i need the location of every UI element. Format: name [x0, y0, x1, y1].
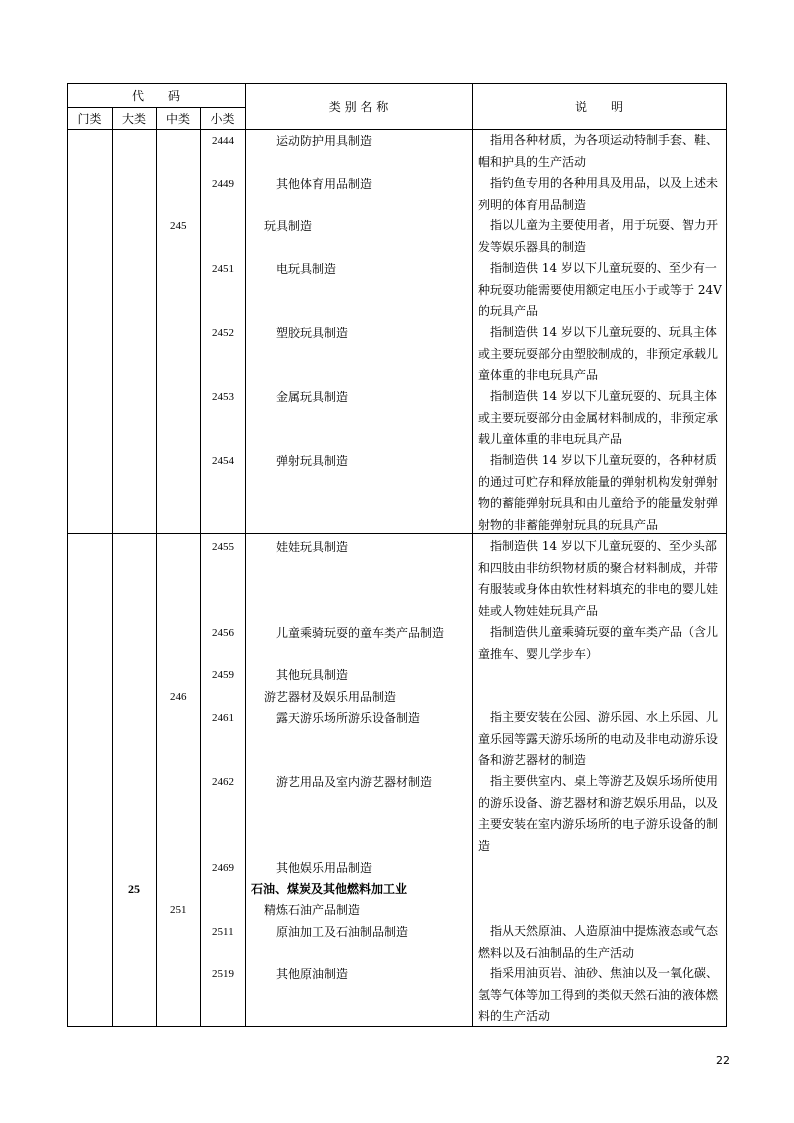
minor-code: 2452: [212, 327, 234, 339]
minor-code: 2469: [212, 862, 234, 874]
middle-code: 245: [170, 220, 187, 232]
category-name: 电玩具制造: [276, 262, 337, 276]
middle-code: 251: [170, 904, 187, 916]
minor-code: 2444: [212, 135, 234, 147]
category-desc: 指制造供 14 岁以下儿童玩耍的，各种材质的通过可贮存和释放能量的弹射机构发射弹射物的蓄能弹射玩具和由儿童给予的能量发射弹射物的非蓄能弹射玩具的玩具产品: [478, 453, 719, 532]
header-middle: 中类: [165, 112, 190, 126]
category-name: 运动防护用具制造: [276, 134, 373, 148]
minor-code: 2456: [212, 627, 234, 639]
header-code-group: 代 码: [131, 89, 180, 103]
category-desc: 指从天然原油、人造原油中提炼液态或气态燃料以及石油制品的生产活动: [478, 924, 719, 960]
category-desc: 指主要安装在公园、游乐园、水上乐园、儿童乐园等露天游乐场所的电动及非电动游乐设备和游艺器材的制造: [478, 710, 719, 767]
header-desc: 说 明: [574, 100, 623, 114]
category-name: 精炼石油产品制造: [264, 903, 361, 917]
category-name: 原油加工及石油制品制造: [276, 925, 409, 939]
category-name: 娃娃玩具制造: [276, 540, 349, 554]
category-name: 其他原油制造: [276, 967, 349, 981]
header-minor: 小类: [210, 112, 235, 126]
category-name: 其他娱乐用品制造: [276, 861, 373, 875]
category-name: 游艺器材及娱乐用品制造: [264, 690, 397, 704]
category-name: 金属玩具制造: [276, 390, 349, 404]
category-name: 塑胶玩具制造: [276, 326, 349, 340]
category-desc: 指制造供 14 岁以下儿童玩耍的、玩具主体或主要玩耍部分由金属材料制成的，非预定承载儿童体重的非电玩具产品: [478, 389, 719, 446]
page-number: 22: [716, 1054, 730, 1067]
category-desc: 指制造供 14 岁以下儿童玩耍的、至少有一种玩耍功能需要使用额定电压小于或等于 24V 的玩具产品: [478, 261, 722, 318]
category-desc: 指采用油页岩、油砂、焦油以及一氧化碳、氢等气体等加工得到的类似天然石油的液体燃料的生产活动: [478, 966, 719, 1023]
category-desc: 指制造供 14 岁以下儿童玩耍的、至少头部和四肢由非纺织物材质的聚合材料制成，并带有服装或身体由软性材料填充的非电的婴儿娃娃或人物娃娃玩具产品: [478, 539, 719, 618]
category-name: 其他玩具制造: [276, 668, 349, 682]
minor-code: 2451: [212, 263, 234, 275]
category-name: 儿童乘骑玩耍的童车类产品制造: [276, 626, 445, 640]
category-name: 游艺用品及室内游艺器材制造: [276, 775, 433, 789]
category-desc: 指以儿童为主要使用者，用于玩耍、智力开发等娱乐器具的制造: [478, 218, 719, 254]
minor-code: 2453: [212, 391, 234, 403]
minor-code: 2519: [212, 968, 234, 980]
category-name: 其他体育用品制造: [276, 177, 373, 191]
category-name: 弹射玩具制造: [276, 454, 349, 468]
category-name: 石油、煤炭及其他燃料加工业: [251, 882, 408, 896]
category-name: 玩具制造: [264, 219, 313, 233]
minor-code: 2462: [212, 776, 234, 788]
major-code: 25: [128, 882, 140, 896]
minor-code: 2455: [212, 541, 234, 553]
category-desc: 指钓鱼专用的各种用具及用品，以及上述未列明的体育用品制造: [478, 176, 719, 212]
category-desc: 指主要供室内、桌上等游艺及娱乐场所使用的游乐设备、游艺器材和游艺娱乐用品，以及主要安装在室内游乐场所的电子游乐设备的制造: [478, 774, 719, 853]
minor-code: 2511: [212, 926, 234, 938]
minor-code: 2454: [212, 455, 234, 467]
minor-code: 2449: [212, 178, 234, 190]
minor-code: 2459: [212, 669, 234, 681]
category-desc: 指制造供 14 岁以下儿童玩耍的、玩具主体或主要玩耍部分由塑胶制成的，非预定承载儿童体重的非电玩具产品: [478, 325, 719, 382]
header-major: 大类: [121, 112, 146, 126]
header-door: 门类: [77, 112, 102, 126]
category-name: 露天游乐场所游乐设备制造: [276, 711, 421, 725]
header-name: 类 别 名 称: [328, 100, 389, 114]
category-desc: 指用各种材质，为各项运动特制手套、鞋、帽和护具的生产活动: [478, 133, 719, 169]
middle-code: 246: [170, 691, 187, 703]
category-desc: 指制造供儿童乘骑玩耍的童车类产品（含儿童推车、婴儿学步车）: [478, 625, 719, 661]
minor-code: 2461: [212, 712, 234, 724]
